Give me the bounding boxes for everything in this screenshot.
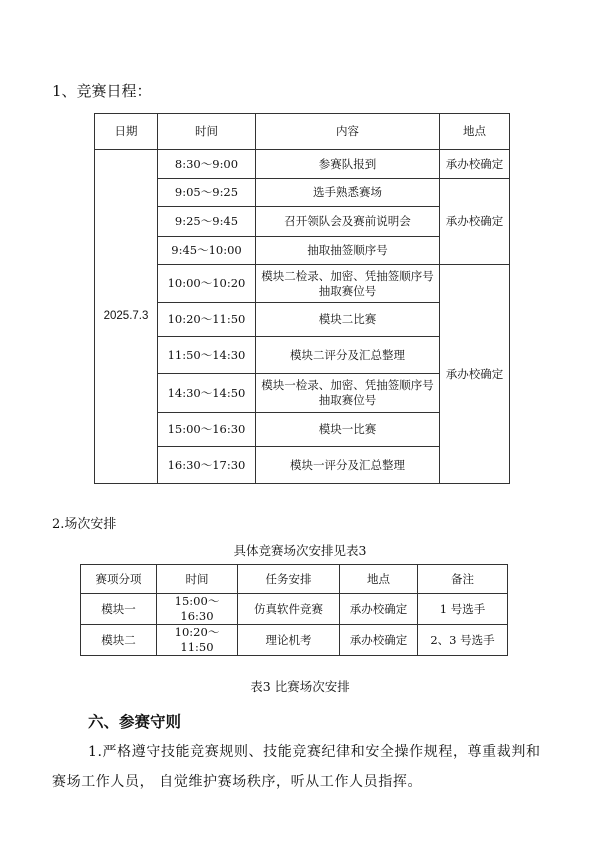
content-cell: 模块一检录、加密、凭抽签顺序号抽取赛位号: [256, 374, 440, 413]
sessions-table: [80, 564, 508, 656]
time-cell: 9:45～10:00: [158, 237, 256, 265]
content-cell: 模块二检录、加密、凭抽签顺序号抽取赛位号: [256, 265, 440, 303]
header-time: 时间: [158, 114, 256, 150]
time-cell: 10:00～10:20: [158, 265, 256, 303]
header-module: 赛项分项: [81, 565, 157, 594]
note-cell: 1 号选手: [418, 594, 508, 625]
table-row: [95, 265, 510, 303]
location-cell: 承办校确定: [440, 150, 510, 179]
table-row: [81, 594, 508, 625]
location-cell: 承办校确定: [440, 179, 510, 265]
time-cell: 10:20～11:50: [157, 625, 238, 656]
content-cell: 参赛队报到: [256, 150, 440, 179]
section-title-schedule: 1、竞赛日程：: [52, 82, 152, 100]
schedule-table: [94, 113, 510, 484]
table-header-row: [81, 565, 508, 594]
table-row: [95, 179, 510, 207]
header-location: 地点: [340, 565, 418, 594]
header-task: 任务安排: [238, 565, 340, 594]
content-cell: 召开领队会及赛前说明会: [256, 207, 440, 237]
task-cell: 仿真软件竞赛: [238, 594, 340, 625]
time-cell: 11:50～14:30: [158, 337, 256, 374]
section-title-rules: 六、参赛守则: [88, 712, 182, 731]
table3-caption: 表3 比赛场次安排: [250, 679, 350, 694]
time-cell: 15:00～16:30: [157, 594, 238, 625]
location-cell: 承办校确定: [340, 594, 418, 625]
header-time: 时间: [157, 565, 238, 594]
section-title-sessions: 2.场次安排: [52, 517, 117, 532]
time-cell: 16:30～17:30: [158, 447, 256, 484]
table-row: [95, 150, 510, 179]
note-cell: 2、3 号选手: [418, 625, 508, 656]
rule-paragraph: 1.严格遵守技能竞赛规则、技能竞赛纪律和安全操作规程，尊重裁判和赛场工作人员， 自觉维护赛场秩序，听从工作人员指挥。: [52, 744, 541, 790]
time-cell: 15:00～16:30: [158, 413, 256, 447]
content-cell: 模块一评分及汇总整理: [256, 447, 440, 484]
header-location: 地点: [440, 114, 510, 150]
header-date: 日期: [95, 114, 158, 150]
content-cell: 模块二评分及汇总整理: [256, 337, 440, 374]
module-cell: 模块一: [81, 594, 157, 625]
time-cell: 14:30～14:50: [158, 374, 256, 413]
header-content: 内容: [256, 114, 440, 150]
module-cell: 模块二: [81, 625, 157, 656]
header-note: 备注: [418, 565, 508, 594]
content-cell: 模块一比赛: [256, 413, 440, 447]
location-cell: 承办校确定: [340, 625, 418, 656]
table-header-row: [95, 114, 510, 150]
task-cell: 理论机考: [238, 625, 340, 656]
location-cell: 承办校确定: [440, 265, 510, 484]
time-cell: 8:30～9:00: [158, 150, 256, 179]
time-cell: 9:05～9:25: [158, 179, 256, 207]
time-cell: 9:25～9:45: [158, 207, 256, 237]
date-cell: 2025.7.3: [95, 150, 158, 484]
content-cell: 选手熟悉赛场: [256, 179, 440, 207]
time-cell: 10:20～11:50: [158, 303, 256, 337]
table3-intro: 具体竞赛场次安排见表3: [233, 543, 367, 558]
content-cell: 模块二比赛: [256, 303, 440, 337]
content-cell: 抽取抽签顺序号: [256, 237, 440, 265]
table-row: [81, 625, 508, 656]
